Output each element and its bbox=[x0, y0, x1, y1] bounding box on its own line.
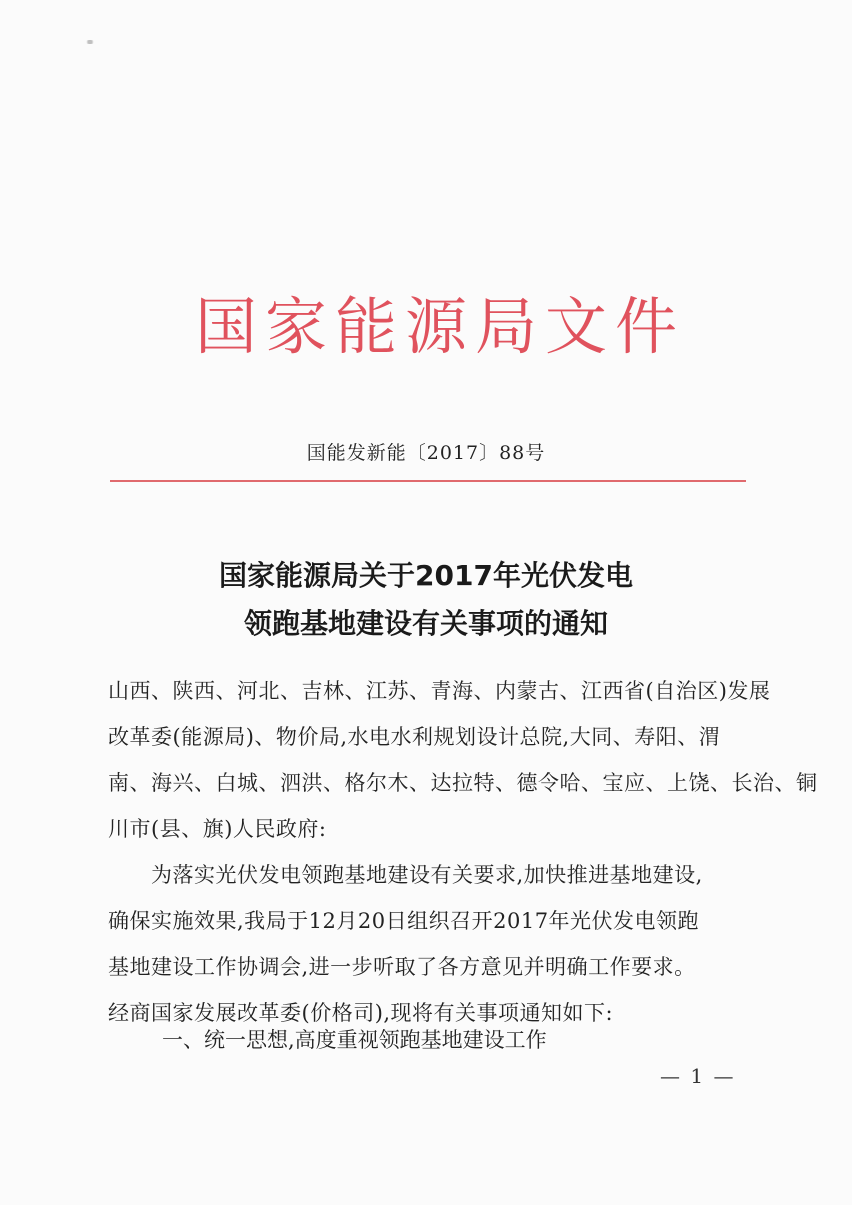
addressees-line: 山西、陕西、河北、吉林、江苏、青海、内蒙古、江西省(自治区)发展 bbox=[108, 679, 771, 703]
body-line: 确保实施效果,我局于12月20日组织召开2017年光伏发电领跑 bbox=[108, 909, 700, 933]
issuer-header: 国家能源局文件 bbox=[195, 290, 686, 363]
section-heading: 一、统一思想,高度重视领跑基地建设工作 bbox=[162, 1028, 547, 1052]
addressees-line: 川市(县、旗)人民政府: bbox=[108, 817, 327, 841]
body-paragraph bbox=[108, 852, 758, 1036]
document-number: 国能发新能〔2017〕88号 bbox=[306, 442, 546, 464]
notice-title-line-1: 国家能源局关于2017年光伏发电 bbox=[219, 559, 633, 592]
scan-speck bbox=[84, 40, 96, 44]
body-line: 基地建设工作协调会,进一步听取了各方意见并明确工作要求。 bbox=[108, 955, 696, 979]
addressees-line: 南、海兴、白城、泗洪、格尔木、达拉特、德令哈、宝应、上饶、长治、铜 bbox=[108, 771, 818, 795]
notice-title-line-2: 领跑基地建设有关事项的通知 bbox=[243, 607, 608, 640]
red-separator-line bbox=[110, 480, 746, 482]
body-line: 经商国家发展改革委(价格司),现将有关事项通知如下: bbox=[108, 1001, 614, 1025]
addressees-line: 改革委(能源局)、物价局,水电水利规划设计总院,大同、寿阳、渭 bbox=[108, 725, 721, 749]
addressees bbox=[108, 668, 818, 852]
page-number: — 1 — bbox=[660, 1064, 736, 1088]
body-line: 为落实光伏发电领跑基地建设有关要求,加快推进基地建设, bbox=[108, 863, 703, 887]
